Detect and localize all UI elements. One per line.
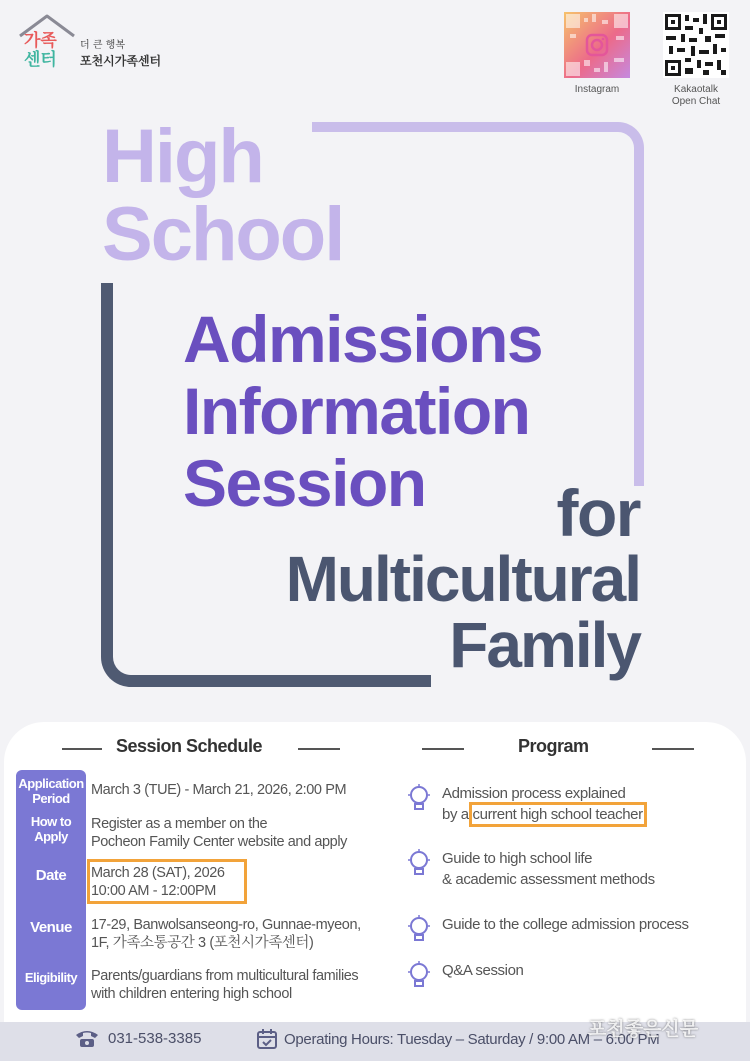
value-how-line2: Pocheon Family Center website and apply (91, 834, 348, 850)
lightbulb-icon (406, 848, 432, 880)
value-how-line1: Register as a member on the (91, 816, 268, 832)
instagram-caption: Instagram (574, 84, 620, 95)
title-line-session: Session (183, 446, 426, 520)
divider (298, 748, 340, 750)
program-text (442, 783, 742, 825)
value-eligibility-line1: Parents/guardians from multicultural families (91, 968, 359, 984)
title-line-admissions: Admissions (183, 302, 543, 376)
logo-subtitle: 더 큰 행복 (80, 40, 125, 51)
phone-number: 031-538-3385 (108, 1029, 202, 1047)
title-line-information: Information (183, 374, 530, 448)
value-date-line1: March 28 (SAT), 2026 (91, 865, 225, 881)
value-eligibility-line2: with children entering high school (91, 986, 292, 1002)
watermark: 포천좋은신문 (588, 1018, 699, 1040)
footer-phone[interactable] (74, 1028, 201, 1048)
instagram-qr-code (564, 12, 630, 78)
program-line1: Admission process explained (442, 785, 626, 802)
divider (652, 748, 694, 750)
value-venue (91, 916, 391, 952)
operating-hours: Operating Hours: Tuesday – Saturday / 9:00 AM – 6:00 PM (284, 1030, 660, 1048)
lightbulb-icon (406, 914, 432, 946)
instagram-qr[interactable] (563, 12, 631, 96)
label-date: Date (35, 867, 67, 884)
program-text (442, 960, 742, 981)
value-date-line2: 10:00 AM - 12:00PM (91, 883, 216, 899)
logo-mark (24, 32, 57, 70)
program-line2: & academic assessment methods (442, 871, 655, 888)
title-multicultural-family (216, 543, 640, 681)
label-application-line1: Application (18, 776, 84, 791)
title-line-high: High (102, 114, 263, 199)
program-heading: Program (518, 736, 589, 756)
program-line1: Guide to the college admission process (442, 916, 689, 933)
phone-icon (74, 1028, 100, 1048)
program-text (442, 848, 742, 890)
label-eligibility: Eligibility (24, 970, 78, 985)
label-application-line2: Period (32, 791, 70, 806)
value-venue-line1: 17-29, Banwolsanseong-ro, Gunnae-myeon, (91, 917, 361, 933)
value-how-to-apply (91, 815, 391, 851)
kakaotalk-qr-code (663, 12, 729, 78)
calendar-check-icon (256, 1028, 278, 1050)
title-line-for: for (556, 476, 640, 550)
label-venue: Venue (30, 919, 72, 936)
program-line2-prefix: by a (442, 806, 473, 823)
kakaotalk-caption-line1: Kakaotalk (674, 84, 718, 95)
divider (62, 748, 102, 750)
program-text (442, 914, 742, 935)
teacher-highlight: current high school teacher (472, 806, 643, 823)
kakaotalk-qr[interactable] (662, 12, 730, 108)
logo-mark-line2: 센터 (24, 50, 57, 70)
kakaotalk-caption (662, 84, 730, 108)
qr-pattern-icon (564, 12, 630, 78)
value-application-period: March 3 (TUE) - March 21, 2026, 2:00 PM (91, 782, 347, 798)
value-venue-line2: 1F, 가족소통공간 3 (포천시가족센터) (91, 935, 314, 951)
schedule-heading: Session Schedule (116, 736, 263, 756)
value-date (91, 864, 391, 900)
lightbulb-icon (406, 960, 432, 992)
logo-text (80, 36, 161, 69)
label-how-line1: How to (30, 814, 72, 829)
qr-pattern-icon (663, 12, 729, 78)
title-line-school: School (102, 192, 344, 277)
program-line1: Guide to high school life (442, 850, 593, 867)
label-application-period (16, 776, 86, 806)
family-center-logo (18, 14, 188, 74)
value-eligibility (91, 967, 391, 1003)
label-how-line2: Apply (34, 829, 68, 844)
label-how-to-apply (16, 814, 86, 844)
logo-mark-line1: 가족 (24, 31, 57, 51)
logo-name: 포천시가족센터 (80, 54, 162, 68)
program-line2 (442, 804, 742, 825)
title-line-family: Family (449, 609, 640, 681)
title-line-multicultural: Multicultural (285, 543, 640, 615)
lightbulb-icon (406, 783, 432, 815)
title-high-school (102, 114, 344, 277)
program-line1: Q&A session (442, 962, 524, 979)
kakaotalk-caption-line2: Open Chat (671, 96, 721, 107)
divider (422, 748, 464, 750)
